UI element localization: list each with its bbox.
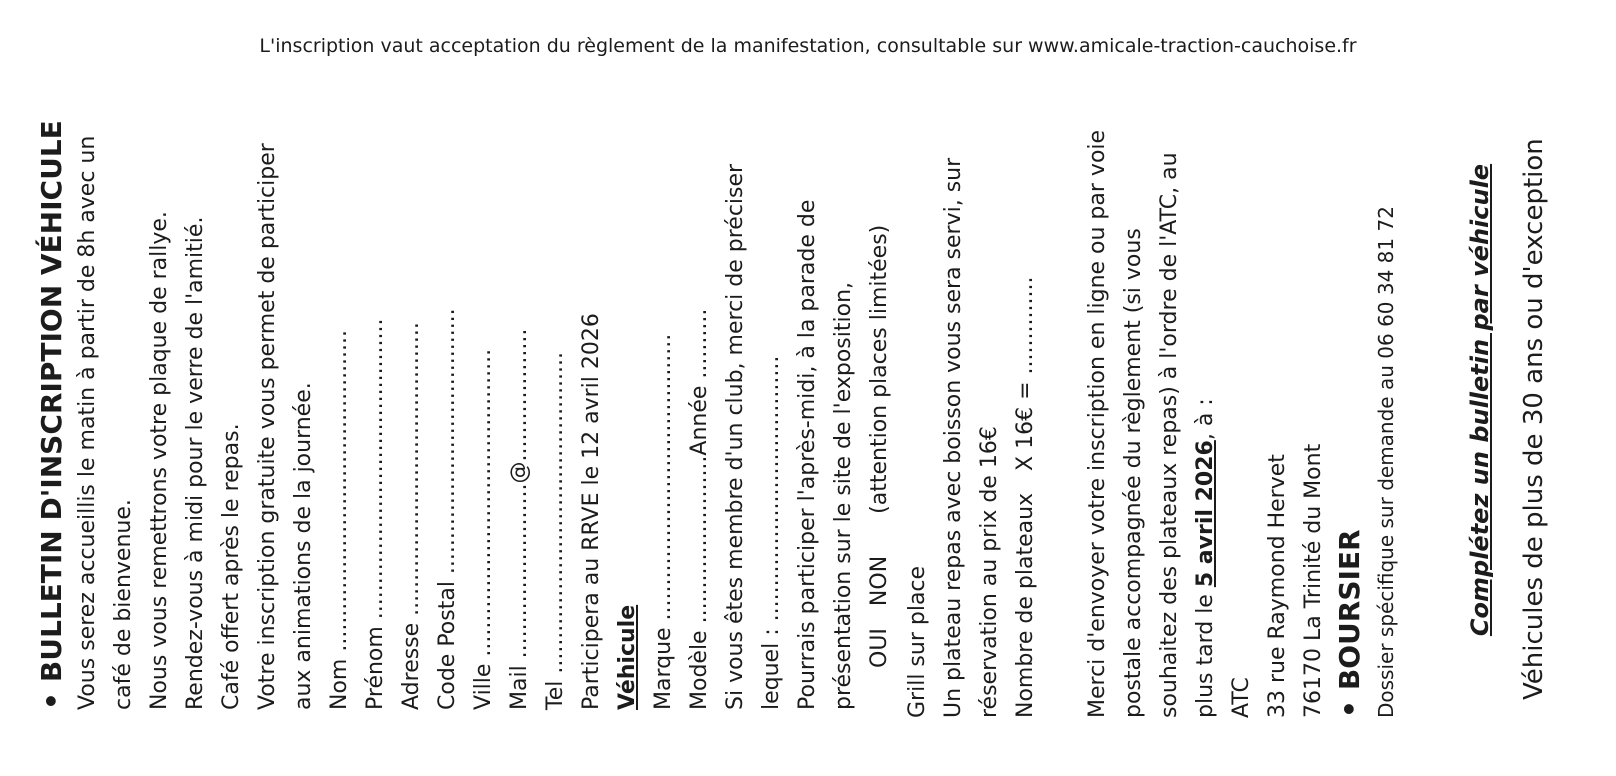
address-line: ATC [1229, 677, 1254, 718]
text-line: café de bienvenue. [111, 499, 136, 710]
address-line: 33 rue Raymond Hervet [1265, 454, 1290, 718]
text-line: Participera au RRVE le 12 avril 2026 [579, 313, 604, 710]
text-line: présentation sur le site de l'exposition, [831, 281, 856, 710]
bullet-icon: • [35, 692, 68, 710]
prenom-field[interactable]: Prénom ........................................... [363, 318, 388, 710]
oui-option[interactable]: OUI [867, 628, 892, 668]
repas-column [900, 78, 1404, 718]
text-line: Pourrais participer l'après-midi, à la parade de [795, 199, 820, 710]
text-line: Merci d'envoyer votre inscription en ligne ou par voie [1085, 129, 1110, 718]
adresse-field[interactable]: Adresse .......................................... [399, 322, 424, 710]
inscription-heading: •BULLETIN D'INSCRIPTION VÉHICULE [35, 120, 68, 710]
plateaux-field[interactable]: Nombre de plateauxX 16€ = .............. [1013, 276, 1038, 718]
boursier-heading: •BOURSIER [1333, 529, 1366, 718]
text-line: Un plateau repas avec boisson vous sera servi, sur [941, 157, 966, 718]
text-line: postale accompagnée du règlement (si vous [1121, 228, 1146, 718]
marque-field[interactable]: Marque ......................................... [651, 333, 676, 710]
text-line: Nous vous remettrons votre plaque de rallye. [147, 211, 172, 710]
parade-choice [862, 70, 898, 710]
complete-note: Complétez un bulletin par véhicule [1466, 163, 1494, 637]
ville-field[interactable]: Ville ............................................ [471, 348, 496, 710]
text-line: aux animations de la journée. [291, 382, 316, 710]
deadline-date: 5 avril 2026 [1193, 440, 1218, 588]
limited-note: (attention places limitées) [867, 224, 892, 514]
mail-field[interactable]: Mail .........................@................... [507, 328, 532, 710]
modele-annee-field[interactable]: Modèle ........................Année .......... [687, 308, 712, 710]
bullet-icon: • [1333, 700, 1366, 718]
text-line: Vous serez accueillis le matin à partir de 8h avec un [75, 135, 100, 710]
text-line: souhaitez des plateaux repas) à l'ordre de l'ATC, au [1157, 152, 1182, 718]
vehicules-note: Véhicules de plus de 30 ans ou d'exception [1519, 138, 1549, 700]
text-line: Votre inscription gratuite vous permet de participer [255, 143, 280, 710]
address-line: 76170 La Trinité du Mont [1301, 443, 1326, 718]
nom-field[interactable]: Nom .............................................. [327, 329, 352, 710]
text-line: Café offert après le repas. [219, 423, 244, 710]
text-line: réservation au prix de 16€ [977, 426, 1002, 718]
grill-line: Grill sur place [905, 565, 930, 718]
non-option[interactable]: NON [867, 555, 892, 607]
club-field[interactable]: lequel : ...................................... [759, 355, 784, 710]
boursier-text: Dossier spécifique sur demande au 06 60 34 81 72 [1374, 206, 1398, 718]
bulletin-note-column [1460, 100, 1554, 700]
vehicle-label: Véhicule [615, 604, 640, 710]
top-note: L'inscription vaut acceptation du règlement de la manifestation, consultable sur www.amicale-traction-cauchoise.fr [259, 35, 1357, 57]
text-line: Rendez-vous à midi pour le verre de l'amitié. [183, 216, 208, 710]
deadline-line: plus tard le 5 avril 2026, à : [1193, 398, 1218, 718]
code-postal-field[interactable]: Code Postal ...................................... [435, 308, 460, 710]
inscription-column [34, 70, 898, 710]
tel-field[interactable]: Tel .............................................. [543, 351, 568, 710]
text-line: Si vous êtes membre d'un club, merci de préciser [723, 163, 748, 710]
